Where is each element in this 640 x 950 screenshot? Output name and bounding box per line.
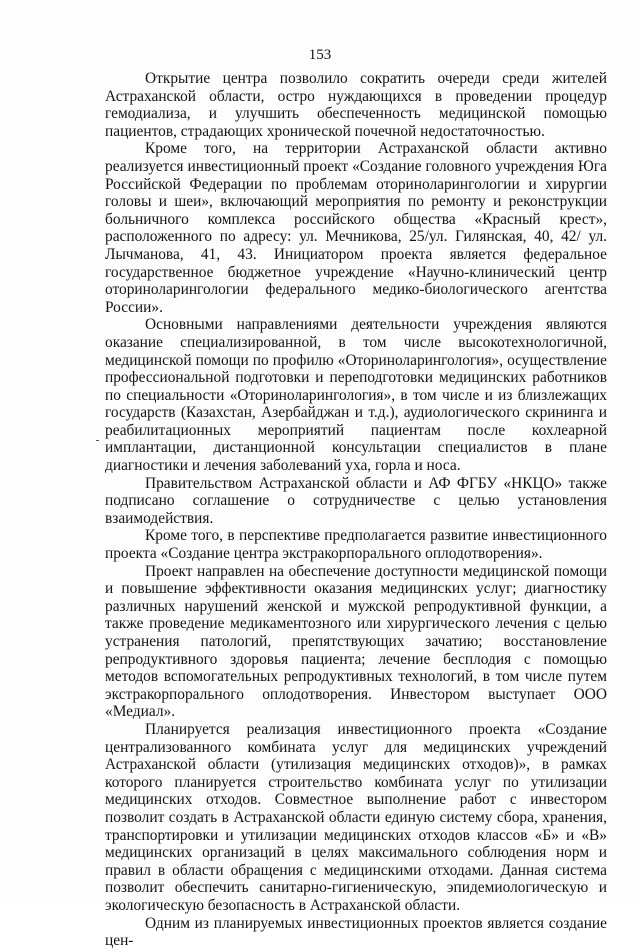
paragraph-medical-waste: Планируется реализация инвестиционного проекта «Создание централизованного комбината услуг для медицинских учреждений Астраханской области (утилизация медицинских отходов)», в рамках которого планируется строительство комбината услуг по утилизации медицинских отходов. Совместное выполнение работ с инвестором позволит создать в Астраханской области единую систему сбора, хранения, транспортировки и утилизации медицинских отходов классов «Б» и «В» медицинских организаций в целях максимального соблюдения норм и правил в области обращения с медицинскими отходами. Данная система позволит обеспечить санитарно-гигиеническую, эпидемиологическую и экологическую безопасность в Астраханской области.: [105, 720, 607, 914]
paragraph-ivf-center: Кроме того, в перспективе предполагается развитие инвестиционного проекта «Создание центра экстракорпорального оплодотворения».: [105, 527, 607, 563]
paragraph-ivf-goals: Проект направлен на обеспечение доступности медицинской помощи и повышение эффективности оказания медицинских услуг; диагностику различных нарушений женской и мужской репродуктивной функции, а также проведение медикаментозного или хирургического лечения с целью устранения патологий, препятствующих зачатию; восстановление репродуктивного здоровья пациента; лечение бесплодия с помощью методов вспомогательных репродуктивных технологий, в том числе путем экстракорпорального оплодотворения. Инвестором выступает ООО «Медиал».: [105, 562, 607, 721]
document-body: [105, 70, 607, 950]
page-number: 153: [308, 47, 332, 63]
paragraph-ent-project: Кроме того, на территории Астраханской области активно реализуется инвестиционный проект «Создание головного учреждения Юга Российской Федерации по проблемам оториноларингологии и хирургии головы и шеи», включающий мероприятия по ремонту и реконструкции больничного комплекса российского общества «Красный крест», расположенного по адресу: ул. Мечникова, 25/ул. Гилянская, 40, 42/ ул. Лычманова, 41, 43. Инициатором проекта является федеральное государственное бюджетное учреждение «Научно-клинический центр оториноларингологии федерального медико-биологического агентства России».: [105, 140, 607, 316]
paragraph-dialysis-center: Открытие центра позволило сократить очереди среди жителей Астраханской области, остро нуждающихся в проведении процедур гемодиализа, и улучшить обеспеченность медицинской помощью пациентов, страдающих хронической почечной недостаточностью.: [105, 70, 607, 140]
paragraph-cooperation-agreement: Правительством Астраханской области и АФ ФГБУ «НКЦО» также подписано соглашение о сотрудничестве с целью установления взаимодействия.: [105, 474, 607, 527]
margin-mark: [96, 440, 99, 441]
paragraph-institution-activities: Основными направлениями деятельности учреждения являются оказание специализированной, в том числе высокотехнологичной, медицинской помощи по профилю «Оториноларингология», осуществление профессиональной подготовки и переподготовки медицинских работников по специальности «Оториноларингология», в том числе и из близлежащих государств (Казахстан, Азербайджан и т.д.), аудиологического скрининга и реабилитационных мероприятий пациентам после кохлеарной имплантации, дистанционной консультации специалистов в плане диагностики и лечения заболеваний уха, горла и носа.: [105, 316, 607, 475]
paragraph-planned-projects: Одним из планируемых инвестиционных проектов является создание цен-: [105, 914, 607, 950]
